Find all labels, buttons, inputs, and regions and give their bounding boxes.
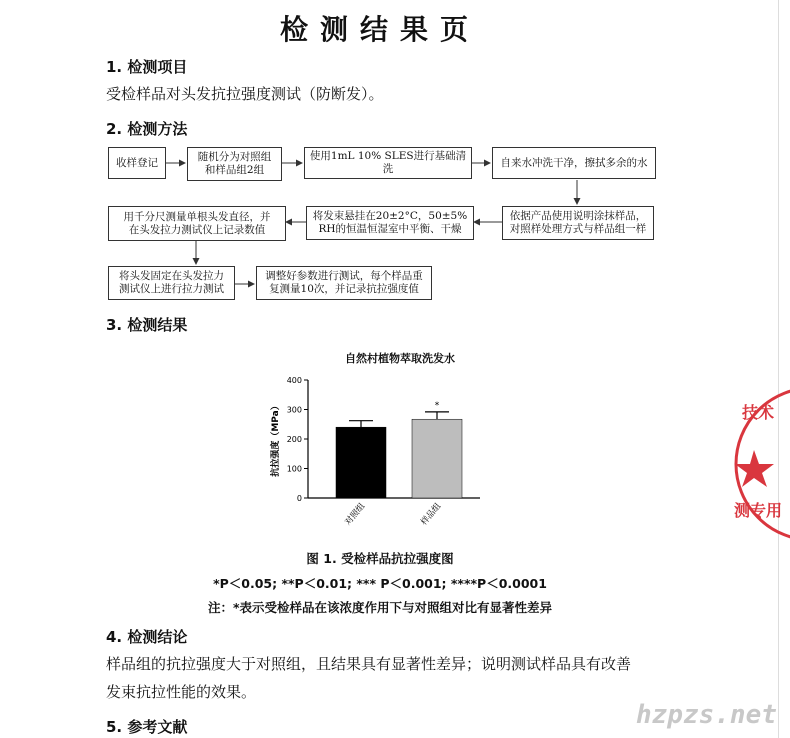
flow-step-apply-sample: 依据产品使用说明涂抹样品， 对照样处理方式与样品组一样 bbox=[502, 206, 654, 240]
bar-chart bbox=[260, 366, 500, 546]
section-5-heading: 5. 参考文献 bbox=[106, 718, 188, 736]
flow-step-registration: 收样登记 bbox=[108, 147, 166, 179]
flow-step-mount-hair: 将头发固定在头发拉力 测试仪上进行拉力测试 bbox=[108, 266, 235, 300]
seal-text-top: 技术 bbox=[742, 403, 775, 422]
section-4-line-1: 样品组的抗拉强度大于对照组，且结果具有显著性差异；说明测试样品具有改善 bbox=[106, 655, 632, 673]
y-tick-label: 400 bbox=[286, 376, 302, 385]
flow-step-grouping: 随机分为对照组 和样品组2组 bbox=[187, 147, 282, 181]
page-edge bbox=[778, 0, 779, 738]
figure-pvalues: *P＜0.05; **P＜0.01; *** P＜0.001; ****P＜0.0001 bbox=[213, 576, 547, 591]
flow-step-measure-diameter: 用千分尺测量单根头发直径，并 在头发拉力测试仪上记录数值 bbox=[108, 206, 286, 241]
y-tick-label: 0 bbox=[296, 494, 302, 503]
flow-step-rinse: 自来水冲洗干净，擦拭多余的水 bbox=[492, 147, 656, 179]
flow-step-tensile-test: 调整好参数进行测试，每个样品重 复测量10次，并记录抗拉强度值 bbox=[256, 266, 432, 300]
section-1-text: 受检样品对头发抗拉强度测试（防断发）。 bbox=[106, 85, 384, 103]
watermark: hzpzs.net bbox=[636, 700, 777, 730]
chart-title: 自然村植物萃取洗发水 bbox=[345, 352, 455, 365]
figure-caption: 图 1. 受检样品抗拉强度图 bbox=[306, 551, 454, 566]
section-3-heading: 3. 检测结果 bbox=[106, 316, 188, 334]
category-label: 对照组 bbox=[343, 501, 368, 528]
y-tick-label: 300 bbox=[286, 405, 302, 415]
page-title: 检测结果页 bbox=[279, 13, 480, 46]
seal-text-bottom: 测专用 bbox=[734, 501, 783, 520]
bar-2 bbox=[412, 419, 462, 498]
section-4-line-2: 发束抗拉性能的效果。 bbox=[106, 683, 257, 701]
flow-step-base-wash: 使用1mL 10% SLES进行基础清洗 bbox=[304, 147, 472, 179]
section-4-heading: 4. 检测结论 bbox=[106, 628, 188, 646]
significance-marker: * bbox=[434, 400, 440, 411]
section-2-heading: 2. 检测方法 bbox=[106, 120, 188, 138]
y-axis-label: 抗拉强度（MPa） bbox=[271, 401, 281, 477]
seal-star-icon bbox=[735, 450, 774, 487]
section-1-heading: 1. 检测项目 bbox=[106, 58, 188, 76]
category-label: 样品组 bbox=[419, 501, 444, 528]
red-seal-stamp bbox=[732, 378, 790, 548]
bar-1 bbox=[336, 427, 386, 498]
flow-step-equilibrate: 将发束悬挂在20±2°C，50±5% RH的恒温恒湿室中平衡、干燥 bbox=[306, 206, 474, 240]
y-tick-label: 200 bbox=[286, 435, 302, 444]
y-tick-label: 100 bbox=[286, 464, 302, 474]
figure-note: 注：*表示受检样品在该浓度作用下与对照组对比有显著性差异 bbox=[207, 600, 553, 615]
